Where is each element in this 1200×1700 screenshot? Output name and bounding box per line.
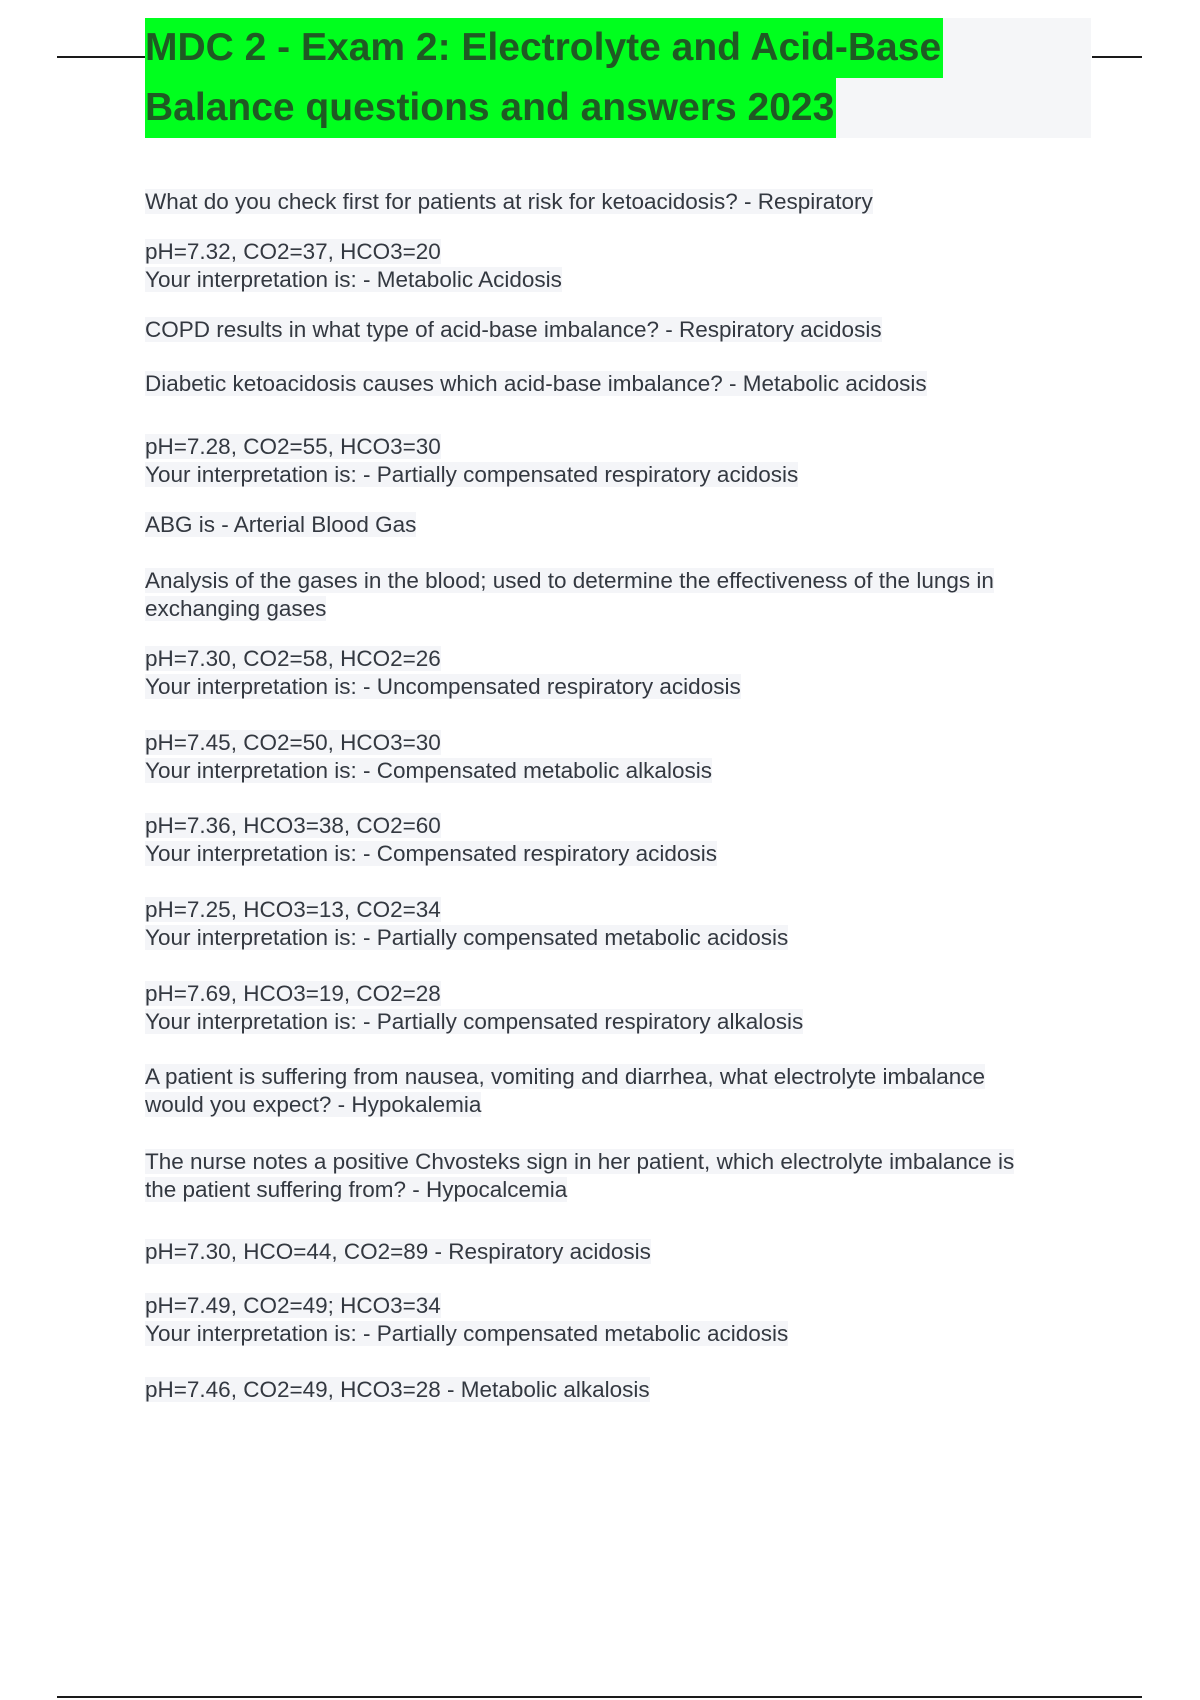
qa-line: COPD results in what type of acid-base imbalance? - Respiratory acidosis: [145, 317, 882, 342]
qa-line: Your interpretation is: - Partially compensated metabolic acidosis: [145, 925, 789, 950]
qa-item: [145, 1063, 1085, 1119]
qa-item: [145, 645, 1085, 701]
header-rule-right: [1092, 56, 1142, 58]
qa-line: pH=7.30, HCO=44, CO2=89 - Respiratory acidosis: [145, 1239, 651, 1264]
qa-line: pH=7.30, CO2=58, HCO2=26: [145, 646, 441, 671]
qa-item: [145, 980, 1085, 1036]
qa-line: pH=7.46, CO2=49, HCO3=28 - Metabolic alkalosis: [145, 1377, 650, 1402]
qa-line: Analysis of the gases in the blood; used to determine the effectiveness of the lungs in: [145, 568, 994, 593]
qa-item: [145, 370, 1085, 398]
qa-line: What do you check first for patients at risk for ketoacidosis? - Respiratory: [145, 189, 873, 214]
qa-item: [145, 238, 1085, 294]
qa-line: pH=7.28, CO2=55, HCO3=30: [145, 434, 441, 459]
qa-line: The nurse notes a positive Chvosteks sign in her patient, which electrolyte imbalance is: [145, 1149, 1015, 1174]
qa-line: exchanging gases: [145, 596, 327, 621]
header-rule-left: [57, 56, 145, 58]
qa-line: pH=7.36, HCO3=38, CO2=60: [145, 813, 441, 838]
qa-item: [145, 1376, 1085, 1404]
qa-line: A patient is suffering from nausea, vomiting and diarrhea, what electrolyte imbalance: [145, 1064, 986, 1089]
qa-line: would you expect? - Hypokalemia: [145, 1092, 482, 1117]
qa-line: pH=7.45, CO2=50, HCO3=30: [145, 730, 441, 755]
qa-line: Your interpretation is: - Compensated respiratory acidosis: [145, 841, 717, 866]
qa-item: [145, 567, 1085, 623]
qa-line: the patient suffering from? - Hypocalcemia: [145, 1177, 568, 1202]
qa-item: [145, 433, 1085, 489]
qa-line: Your interpretation is: - Uncompensated respiratory acidosis: [145, 674, 741, 699]
qa-line: Your interpretation is: - Partially compensated respiratory alkalosis: [145, 1009, 804, 1034]
qa-line: pH=7.69, HCO3=19, CO2=28: [145, 981, 441, 1006]
qa-item: [145, 1148, 1085, 1204]
qa-item: [145, 1238, 1085, 1266]
qa-item: [145, 316, 1085, 344]
title-line-2: Balance questions and answers 2023: [145, 78, 836, 138]
title-line-1: MDC 2 - Exam 2: Electrolyte and Acid-Base: [145, 18, 943, 78]
qa-line: Your interpretation is: - Metabolic Acidosis: [145, 267, 562, 292]
qa-item: [145, 896, 1085, 952]
qa-line: Your interpretation is: - Partially compensated respiratory acidosis: [145, 462, 799, 487]
qa-line: pH=7.49, CO2=49; HCO3=34: [145, 1293, 441, 1318]
qa-line: Your interpretation is: - Compensated metabolic alkalosis: [145, 758, 712, 783]
document-title: [145, 18, 1091, 138]
qa-line: Diabetic ketoacidosis causes which acid-base imbalance? - Metabolic acidosis: [145, 371, 927, 396]
qa-item: [145, 511, 1085, 539]
qa-line: Your interpretation is: - Partially compensated metabolic acidosis: [145, 1321, 789, 1346]
qa-line: pH=7.32, CO2=37, HCO3=20: [145, 239, 441, 264]
footer-rule: [57, 1696, 1142, 1698]
qa-line: ABG is - Arterial Blood Gas: [145, 512, 417, 537]
qa-line: pH=7.25, HCO3=13, CO2=34: [145, 897, 441, 922]
qa-item: [145, 188, 1085, 216]
qa-item: [145, 812, 1085, 868]
qa-item: [145, 1292, 1085, 1348]
qa-item: [145, 729, 1085, 785]
